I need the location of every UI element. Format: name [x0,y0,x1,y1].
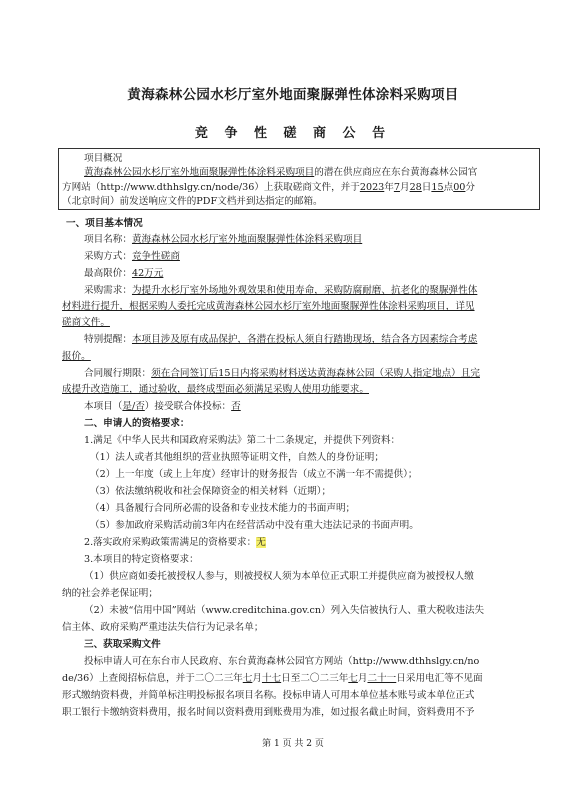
section-3-heading: 三、获取采购文件 [84,639,161,650]
procurement-line-2: de/36）上查阅招标信息，并于二〇二三年七月十七日至二〇二三年七月二十一日采用电汇等不见面 [62,673,483,684]
special-requirement-2-cont: 信主体、政府采购严重违法失信行为记录名单； [62,622,264,633]
requirement-item: （3）依法缴纳税收和社会保障资金的相关材料（近期）； [90,486,332,497]
requirement-item: （4）具备履行合同所必需的设备和专业技术能力的书面声明； [90,503,356,514]
overview-project-name: 黄海森林公园水杉厅室外地面聚脲弹性体涂料采购项目 [84,167,315,178]
requirement-2: 2.落实政府采购政策需满足的资格要求：无 [84,537,266,548]
period-row-1: 合同履行期限：须在合同签订后15日内将采购材料送达黄海森林公园（采购人指定地点）且完 [84,368,480,379]
section-2-heading: 二、申请人的资格要求： [84,418,190,429]
special-row-1: 特别提醒：本项目涉及原有成品保护，各潜在投标人须自行踏勘现场，结合各方因素综合考虑 [84,334,478,345]
project-name-row: 项目名称：黄海森林公园水杉厅室外地面聚脲弹性体涂料采购项目 [84,234,363,245]
requirement-3: 3.本项目的特定资格要求： [84,554,199,565]
overview-heading: 项目概况 [84,153,123,164]
special-requirement-1-cont: 纳的社会养老保证明； [62,588,158,599]
requirement-2-value: 无 [256,537,266,548]
document-subtitle: 竞 争 性 磋 商 公 告 [194,126,392,141]
requirement-item: （5）参加政府采购活动前3年内在经营活动中没有重大违法记录的书面声明。 [90,520,419,531]
demand-row-3: 磋商文件。 [62,317,110,328]
joint-bid-row: 本项目（是/否）接受联合体投标：否 [84,401,241,412]
page-number: 第 1 页 共 2 页 [262,739,324,749]
overview-line-2: 方网站（http://www.dthhslgy.cn/node/36）上获取磋商文件，并于2023年7月28日15点00分 [62,182,476,193]
section-1-heading: 一、项目基本情况 [66,218,143,229]
requirement-item: （1）法人或者其他组织的营业执照等证明文件，自然人的身份证明； [90,452,384,463]
procurement-line-3: 形式缴纳资料费，并简单标注明投标报名项目名称。投标申请人可用本单位基本账号或本单位正式 [62,690,475,701]
demand-row-2: 材料进行提升，根据采购人委托完成黄海森林公园水杉厅室外地面聚脲弹性体涂料采购项目，详见 [62,301,475,312]
procurement-line-4: 职工银行卡缴纳资料费用，报名时间以资料费用到账费用为准，如过报名截止时间，资料费用不予 [62,707,475,718]
period-row-2: 成提升改造施工，通过验收，最终成型面必须满足采购人使用功能要求。 [62,384,369,395]
joint-bid-value: 否 [231,401,241,412]
special-row-2: 报价。 [62,351,91,362]
method-row: 采购方式：竞争性磋商 [84,251,180,262]
demand-row-1: 采购需求：为提升水杉厅室外场地外观效果和使用寿命，采购防腐耐磨、抗老化的聚脲弹性体 [84,285,478,296]
special-requirement-1: （1）供应商如委托被授权人参与，则被授权人须为本单位正式职工并提供应商为被授权人缴 [84,571,474,582]
overview-line-3: （北京时间）前发送响应文件的PDF文档并到达指定的邮箱。 [62,196,323,207]
requirement-item: （2）上一年度（或上上年度）经审计的财务报告（成立不满一年不需提供）； [90,469,418,480]
document-title: 黄海森林公园水杉厅室外地面聚脲弹性体涂料采购项目 [127,87,459,103]
price-row: 最高限价：42万元 [84,268,164,279]
requirement-1: 1.满足《中华人民共和国政府采购法》第二十二条规定，并提供下列资料： [84,435,401,446]
overview-line-1: 黄海森林公园水杉厅室外地面聚脲弹性体涂料采购项目的潜在供应商应在东台黄海森林公园官 [84,167,478,178]
special-requirement-2: （2）未被“信用中国”网站（www.creditchina.gov.cn）列入失信被执行人、重大税收违法失 [84,605,485,616]
procurement-line-1: 投标申请人可在东台市人民政府、东台黄海森林公园官方网站（http://www.dthhslgy.cn/no [84,656,480,667]
